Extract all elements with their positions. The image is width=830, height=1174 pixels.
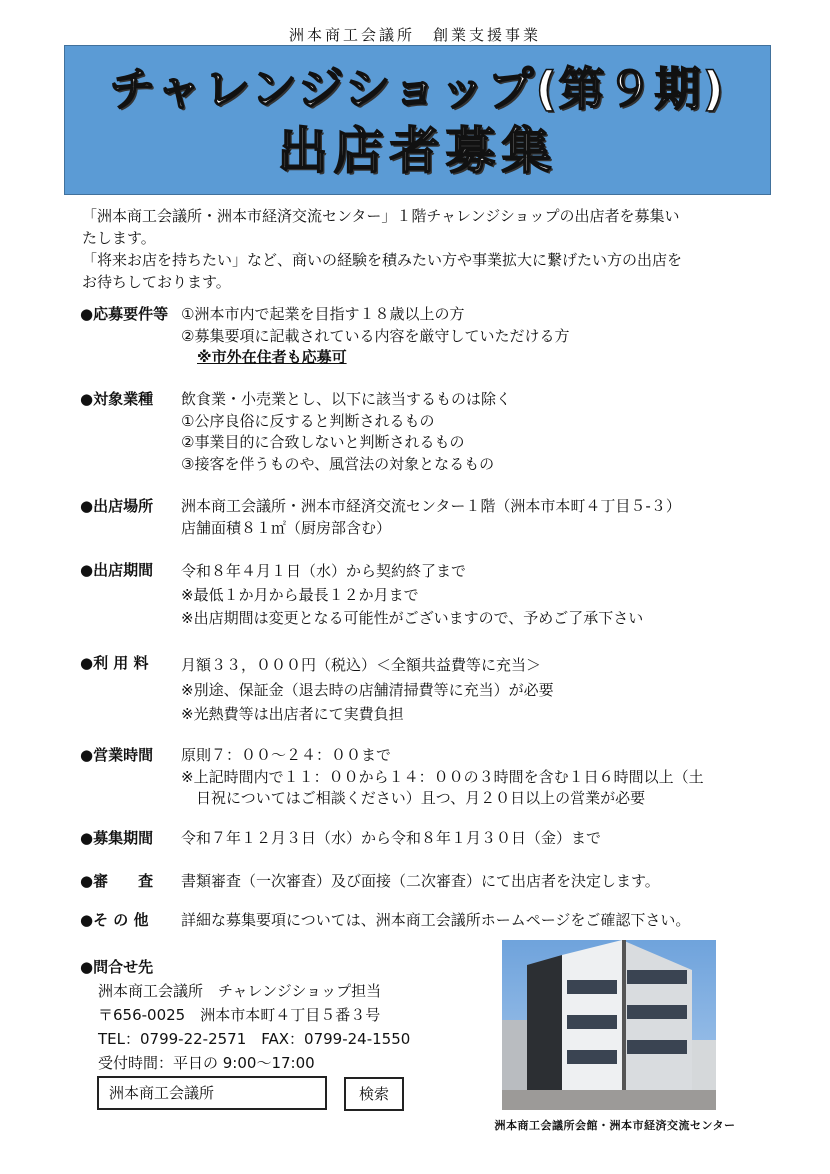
section-label: ●そ の 他 — [80, 911, 149, 929]
section-line: ※最低１か月から最長１２か月まで — [181, 585, 419, 604]
section-label: ●募集期間 — [80, 829, 154, 847]
section-line: 令和７年１２月３日（水）から令和８年１月３０日（金）まで — [181, 829, 602, 847]
contact-address: 〒656-0025 洲本市本町４丁目５番３号 — [98, 1006, 381, 1024]
section-line: ※上記時間内で１１：００から１４：００の３時間を含む１日６時間以上（土 — [181, 767, 704, 786]
contact-line: 洲本商工会議所 チャレンジショップ担当 — [98, 982, 382, 1000]
section-application-period — [80, 828, 781, 850]
intro-line: お待ちしております。 — [82, 273, 231, 291]
section-line: 令和８年４月１日（水）から契約終了まで — [181, 562, 467, 580]
section-business-type — [80, 389, 781, 475]
section-label: ●営業時間 — [80, 746, 154, 764]
intro-text — [82, 205, 762, 293]
section-line: ①公序良俗に反すると判断されるもの — [181, 411, 435, 430]
contact-phone: TEL：0799-22-2571 FAX：0799-24-1550 — [98, 1030, 411, 1048]
section-line: ②事業目的に合致しないと判断されるもの — [181, 433, 465, 451]
section-note: ※市外在住者も応募可 — [197, 348, 347, 366]
contact-hours: 受付時間：平日の 9:00～17:00 — [98, 1054, 315, 1072]
photo-caption: 洲本商工会議所会館・洲本市経済交流センター — [494, 1119, 736, 1132]
section-line: ②募集要項に記載されている内容を厳守していただける方 — [181, 326, 570, 345]
section-label: ●対象業種 — [80, 390, 154, 408]
contact-block — [80, 955, 410, 1075]
section-hours — [80, 745, 781, 810]
section-label: ●応募要件等 — [80, 305, 169, 323]
intro-line: たします。 — [82, 229, 156, 247]
section-line: ※光熱費等は出店者にて実費負担 — [181, 705, 404, 723]
section-line: 飲食業・小売業とし、以下に該当するものは除く — [181, 390, 512, 408]
section-line: 日祝についてはご相談ください）且つ、月２０日以上の営業が必要 — [181, 789, 646, 807]
section-other — [80, 910, 781, 932]
section-line: ①洲本市内で起業を目指す１８歳以上の方 — [181, 305, 465, 323]
search-box: 洲本商工会議所 — [97, 1076, 327, 1110]
title-line-1: チャレンジショップ(第９期) — [109, 62, 726, 116]
section-line: 店舗面積８１㎡（厨房部含む） — [181, 518, 392, 537]
section-screening — [80, 871, 781, 893]
title-line-2: 出店者募集 — [277, 122, 558, 180]
contact-label: ●問合せ先 — [80, 958, 154, 976]
section-line: 原則７：００～２４：００まで — [181, 746, 392, 764]
section-line: ※出店期間は変更となる可能性がございますので、予めご了承下さい — [181, 609, 644, 627]
section-location — [80, 496, 781, 539]
section-requirements — [80, 304, 781, 369]
section-label: ●出店場所 — [80, 497, 154, 515]
section-label: ●審 査 — [80, 872, 154, 890]
section-label: ●利 用 料 — [80, 654, 149, 672]
org-line: 洲本商工会議所 創業支援事業 — [288, 26, 541, 44]
section-line: 洲本商工会議所・洲本市経済交流センター１階（洲本市本町４丁目５-３） — [181, 497, 681, 515]
section-line: 月額３３，０００円（税込）＜全額共益費等に充当＞ — [181, 656, 542, 674]
section-period — [80, 560, 781, 631]
section-line: 詳細な募集要項については、洲本商工会議所ホームページをご確認下さい。 — [181, 911, 691, 929]
section-line: ③接客を伴うものや、風営法の対象となるもの — [181, 454, 495, 473]
section-line: ※別途、保証金（退去時の店舗清掃費等に充当）が必要 — [181, 680, 554, 699]
section-line: 書類審査（一次審査）及び面接（二次審査）にて出店者を決定します。 — [181, 872, 660, 890]
section-fee — [80, 653, 781, 727]
search-button: 検索 — [344, 1077, 404, 1111]
intro-line: 「将来お店を持ちたい」など、商いの経験を積みたい方や事業拡大に繋げたい方の出店を — [82, 251, 683, 269]
intro-line: 「洲本商工会議所・洲本市経済交流センター」１階チャレンジショップの出店者を募集い — [82, 207, 680, 225]
section-label: ●出店期間 — [80, 561, 154, 579]
title-banner — [64, 45, 771, 195]
building-photo — [502, 940, 716, 1110]
